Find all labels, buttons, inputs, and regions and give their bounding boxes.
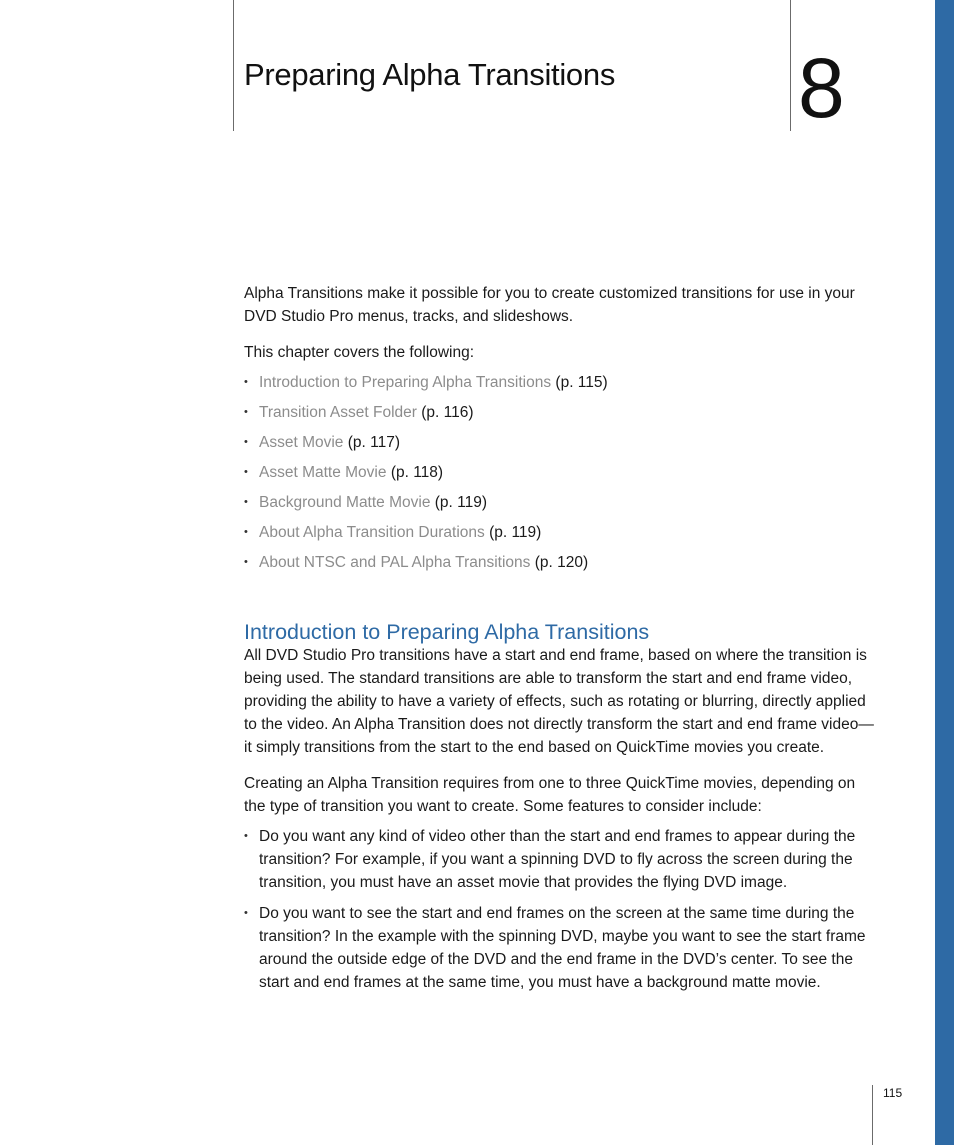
covers-label: This chapter covers the following: [244, 344, 475, 361]
footer-rule [872, 1085, 873, 1145]
toc-link[interactable]: Background Matte Movie [259, 494, 431, 511]
toc-page: (p. 115) [555, 374, 608, 391]
toc-item [244, 491, 876, 521]
toc-link[interactable]: About Alpha Transition Durations [259, 524, 485, 541]
section-heading: Introduction to Preparing Alpha Transitions [244, 620, 650, 644]
header-rule-left [233, 0, 234, 131]
feature-list [244, 825, 876, 994]
toc-page: (p. 117) [347, 434, 401, 451]
toc-link[interactable]: Transition Asset Folder [259, 404, 417, 421]
toc-page: (p. 119) [434, 494, 488, 511]
list-item: • Do you want any kind of video other than the start and end frames to appear during the transition? For example, if you want a spinning DVD to fly across the screen during the transition, you must have an asset movie that provides the flying DVD image. [244, 825, 876, 894]
chapter-side-bar [935, 0, 954, 1145]
toc-link[interactable]: Asset Movie [259, 434, 344, 451]
toc-item [244, 461, 876, 491]
chapter-toc [244, 371, 876, 581]
toc-page: (p. 116) [421, 404, 474, 421]
toc-page: (p. 120) [534, 554, 589, 571]
toc-link[interactable]: About NTSC and PAL Alpha Transitions [259, 554, 531, 571]
header-rule-right [790, 0, 791, 131]
toc-page: (p. 119) [489, 524, 542, 541]
intro-paragraph: Alpha Transitions make it possible for you to create customized transitions for use in your DVD Studio Pro menus, tracks, and slideshows. [244, 285, 855, 325]
toc-item [244, 521, 876, 551]
toc-link[interactable]: Introduction to Preparing Alpha Transitions [259, 374, 552, 391]
toc-item [244, 551, 876, 581]
chapter-number: 8 [798, 41, 845, 135]
toc-item [244, 371, 876, 401]
toc-page: (p. 118) [390, 464, 444, 481]
toc-item [244, 431, 876, 461]
section-paragraph-2: Creating an Alpha Transition requires from one to three QuickTime movies, depending on the type of transition you want to create. Some features to consider include: [244, 775, 856, 815]
section-paragraph-1: All DVD Studio Pro transitions have a start and end frame, based on where the transition is being used. The standard transitions are able to transform the start and end frame video, providing the ability to have a variety of effects, such as rotating or blurring, directly applied to the video. An Alpha Transition does not directly transform the start and end frame video—it simply transitions from the start to the end based on QuickTime movies you create. [244, 647, 874, 756]
page-content [244, 282, 876, 1002]
toc-link[interactable]: Asset Matte Movie [259, 464, 387, 481]
list-item: • Do you want to see the start and end frames on the screen at the same time during the transition? In the example with the spinning DVD, maybe you want to see the start frame around the outside edge of the DVD and the end frame in the DVD’s center. To see the start and end frames at the same time, you must have a background matte movie. [244, 902, 876, 994]
chapter-title: Preparing Alpha Transitions [244, 57, 616, 92]
toc-item [244, 401, 876, 431]
page-number: 115 [883, 1086, 903, 1100]
